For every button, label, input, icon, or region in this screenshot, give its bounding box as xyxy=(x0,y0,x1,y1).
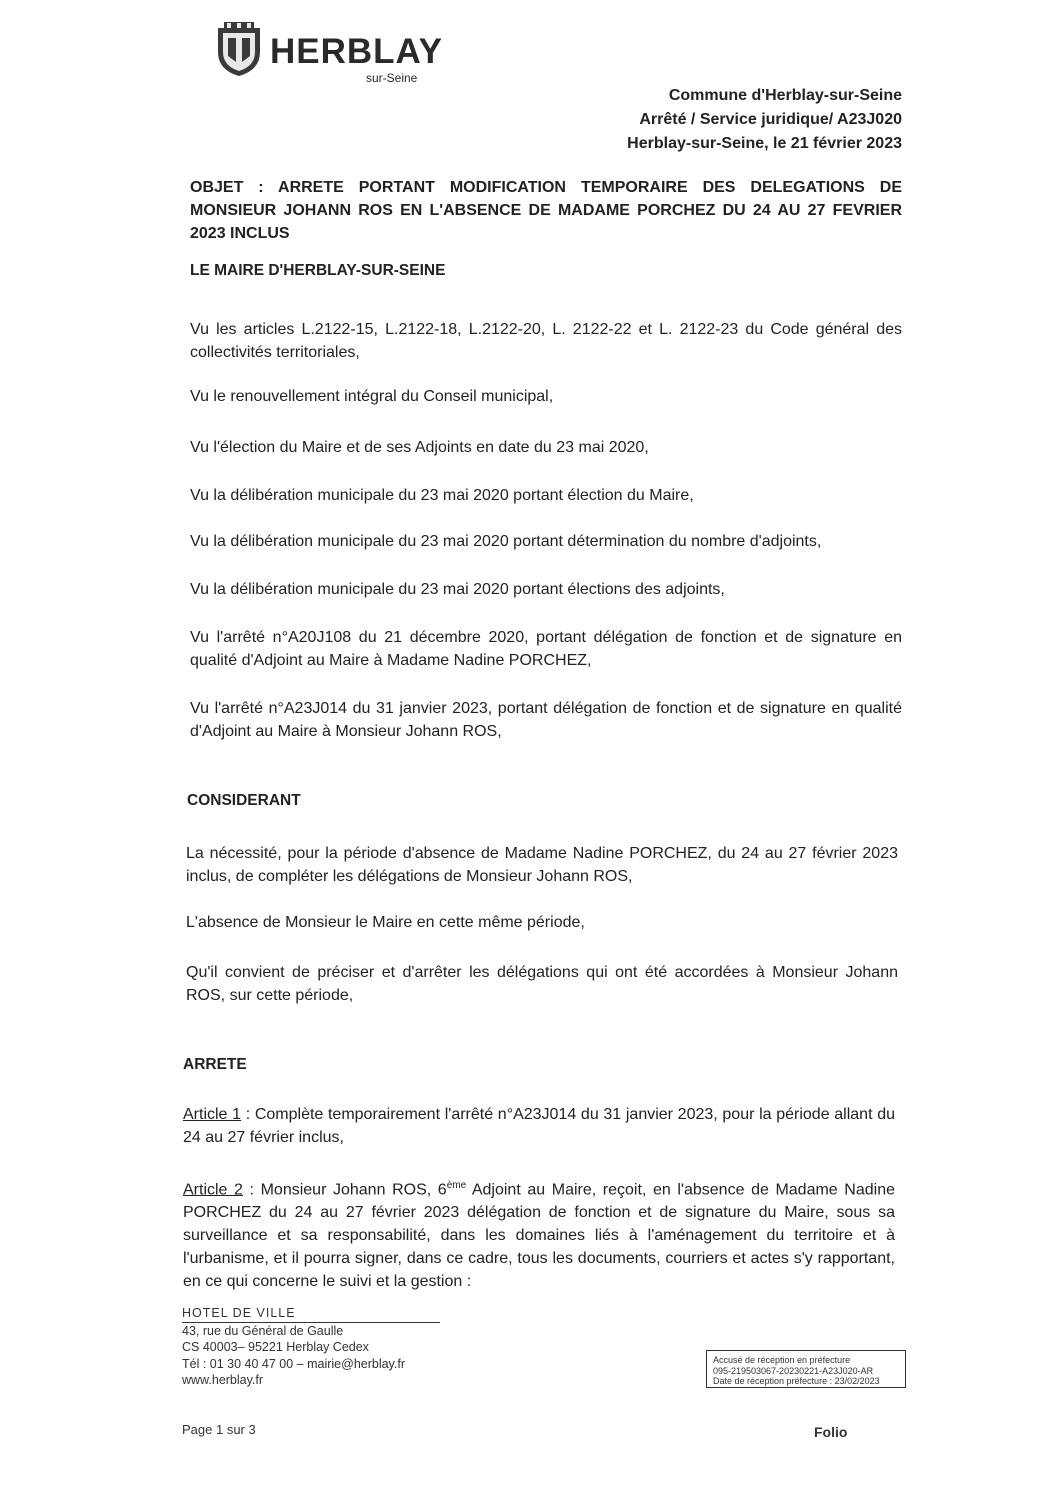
page-number: Page 1 sur 3 xyxy=(182,1422,256,1437)
coat-of-arms-icon xyxy=(214,22,264,78)
vu-item: Vu la délibération municipale du 23 mai 2020 portant élection du Maire, xyxy=(190,487,694,504)
article-1 xyxy=(183,1103,895,1149)
vu-item: Vu l'élection du Maire et de ses Adjoints en date du 23 mai 2020, xyxy=(190,439,649,456)
logo-name: HERBLAY xyxy=(270,32,443,71)
prefecture-receipt-stamp xyxy=(706,1350,906,1388)
document-date: Herblay-sur-Seine, le 21 février 2023 xyxy=(627,135,902,152)
considerant-item: L'absence de Monsieur le Maire en cette même période, xyxy=(186,914,585,931)
article-1-label: Article 1 xyxy=(183,1106,242,1123)
considerant-item: Qu'il convient de préciser et d'arrêter les délégations qui ont été accordées à Monsieur Johann ROS, sur cette période, xyxy=(186,964,898,1004)
postal-address: CS 40003– 95221 Herblay Cedex xyxy=(182,1340,369,1354)
article-2-text-continued: Adjoint au Maire, reçoit, en l'absence de Madame Nadine PORCHEZ du 24 au 27 février 2023 délégation de fonction et de signature du Maire, sous sa surveillance et sa responsabilité, dans les domaines liés à l'aménagement du territoire et à l'urbanisme, et il pourra signer, dans ce cadre, tous les documents, courriers et actes s'y rapportant, en ce qui concerne le suivi et la gestion : xyxy=(183,1181,896,1291)
receipt-line: 095-219503067-20230221-A23J020-AR xyxy=(713,1365,874,1376)
street-address: 43, rue du Général de Gaulle xyxy=(182,1323,344,1338)
article-1-text: : Complète temporairement l'arrêté n°A23J014 du 31 janvier 2023, pour la période allant du 24 au 27 février inclus, xyxy=(183,1106,896,1146)
vu-item: Vu l'arrêté n°A23J014 du 31 janvier 2023, portant délégation de fonction et de signature en qualité d'Adjoint au Maire à Monsieur Johann ROS, xyxy=(190,700,902,740)
article-2-text: : Monsieur Johann ROS, 6 xyxy=(242,1181,447,1199)
considerant-heading: CONSIDERANT xyxy=(187,792,301,809)
objet-label: OBJET : xyxy=(190,179,264,196)
herblay-logo xyxy=(214,20,454,90)
objet-text: ARRETE PORTANT MODIFICATION TEMPORAIRE DES DELEGATIONS DE MONSIEUR JOHANN ROS EN L'ABSENCE DE MADAME PORCHEZ DU 24 AU 27 FEVRIER 2023 INCLUS xyxy=(190,179,902,242)
article-2-superscript: ème xyxy=(446,1180,467,1191)
receipt-line: Accusé de réception en préfecture xyxy=(713,1355,851,1365)
vu-item: Vu le renouvellement intégral du Conseil municipal, xyxy=(190,388,554,405)
vu-item: Vu la délibération municipale du 23 mai 2020 portant élections des adjoints, xyxy=(190,581,725,598)
receipt-line: Date de réception préfecture : 23/02/2023 xyxy=(713,1376,880,1386)
logo-subtitle: sur-Seine xyxy=(366,71,418,85)
vu-item: Vu l'arrêté n°A20J108 du 21 décembre 2020, portant délégation de fonction et de signature en qualité d'Adjoint au Maire à Madame Nadine PORCHEZ, xyxy=(190,629,902,669)
footer-address xyxy=(182,1305,440,1389)
contact-line: Tél : 01 30 40 47 00 – mairie@herblay.fr xyxy=(182,1356,405,1371)
maire-heading: LE MAIRE D'HERBLAY-SUR-SEINE xyxy=(190,262,446,279)
vu-item: Vu les articles L.2122-15, L.2122-18, L.2122-20, L. 2122-22 et L. 2122-23 du Code général des collectivités territoriales, xyxy=(190,321,902,361)
article-2-label: Article 2 xyxy=(183,1181,243,1199)
document-header xyxy=(627,84,902,156)
article-2 xyxy=(183,1174,895,1293)
considerant-item: La nécessité, pour la période d'absence de Madame Nadine PORCHEZ, du 24 au 27 février 2023 inclus, de compléter les délégations de Monsieur Johann ROS, xyxy=(186,845,898,885)
vu-item: Vu la délibération municipale du 23 mai 2020 portant détermination du nombre d'adjoints, xyxy=(190,533,822,550)
arrete-heading: ARRETE xyxy=(183,1056,247,1073)
reference: Arrêté / Service juridique/ A23J020 xyxy=(639,111,902,128)
objet-block xyxy=(190,176,902,245)
folio-label: Folio xyxy=(814,1424,848,1440)
hotel-de-ville-label: HOTEL DE VILLE xyxy=(182,1305,440,1323)
commune-name: Commune d'Herblay-sur-Seine xyxy=(668,87,902,104)
website: www.herblay.fr xyxy=(182,1373,264,1387)
